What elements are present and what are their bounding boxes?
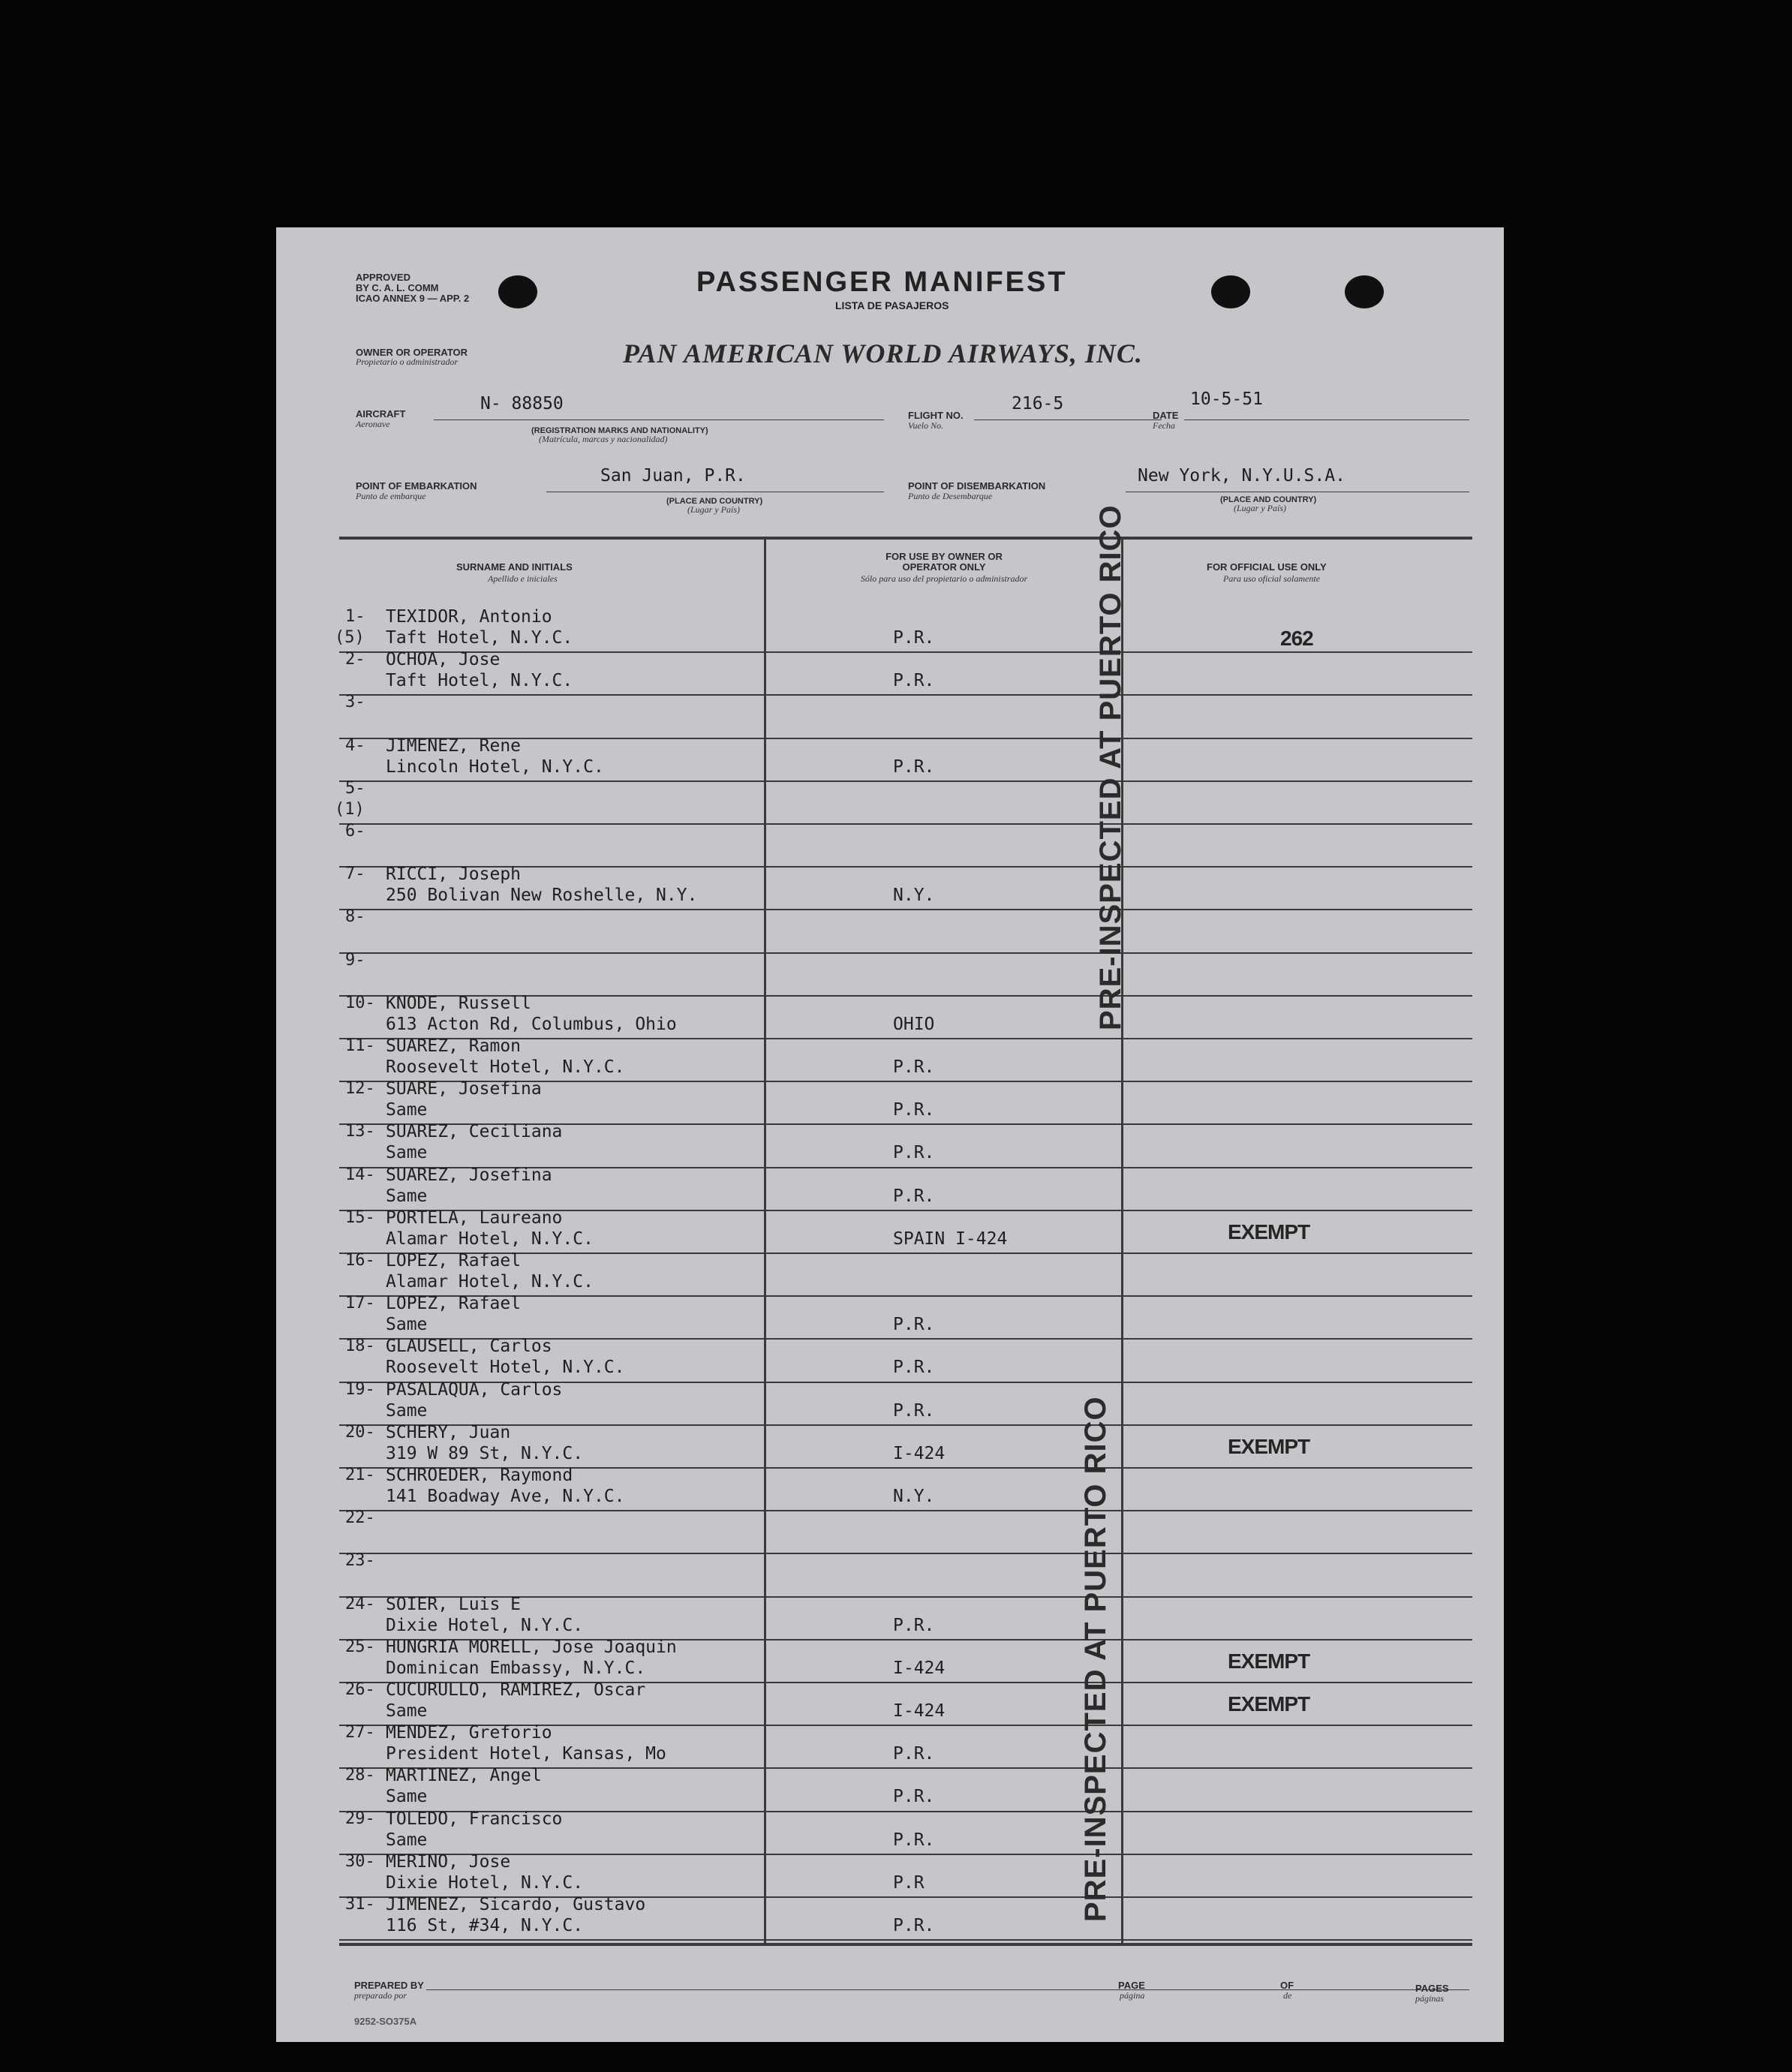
owner-entry: P.R. — [893, 756, 935, 777]
passenger-name: MENDEZ, Greforio — [386, 1723, 552, 1743]
owner-entry: P.R. — [893, 1615, 935, 1635]
col-header-owner: FOR USE BY OWNER OR OPERATOR ONLY — [885, 551, 1003, 573]
row-number: 25- — [345, 1637, 375, 1656]
passenger-address: 141 Boadway Ave, N.Y.C. — [386, 1487, 625, 1506]
passenger-name: SCHERY, Juan — [386, 1422, 511, 1442]
row-rule — [339, 694, 1472, 696]
passenger-address: Same — [386, 1315, 428, 1335]
row-number: 15- — [345, 1207, 375, 1227]
passenger-address: Taft Hotel, N.Y.C. — [386, 628, 573, 648]
footer-line — [426, 1989, 1469, 1990]
passenger-address: Same — [386, 1186, 428, 1206]
row-rule — [339, 780, 1472, 782]
owner-entry: P.R. — [893, 1143, 935, 1163]
passenger-address: Same — [386, 1830, 428, 1850]
punch-hole-right — [1345, 275, 1384, 308]
preinspected-stamp-bottom: PRE-INSPECTED AT PUERTO RICO — [1079, 1396, 1112, 1922]
passenger-address: Lincoln Hotel, N.Y.C. — [386, 756, 604, 777]
date-label-es: Fecha — [1153, 420, 1175, 431]
row-rule — [339, 1510, 1472, 1511]
passenger-address: President Hotel, Kansas, Mo — [386, 1744, 666, 1764]
passenger-address: Alamar Hotel, N.Y.C. — [386, 1272, 594, 1292]
owner-entry: P.R. — [893, 671, 935, 691]
passenger-address: Same — [386, 1787, 428, 1807]
row-number: 17- — [345, 1294, 375, 1313]
passenger-name: PASALAQUA, Carlos — [386, 1379, 563, 1400]
row-count-note: (1) — [335, 799, 365, 819]
passenger-address: 613 Acton Rd, Columbus, Ohio — [386, 1014, 677, 1034]
owner-entry: N.Y. — [893, 886, 935, 906]
passenger-name: SCHROEDER, Raymond — [386, 1466, 573, 1485]
owner-entry: P.R. — [893, 1315, 935, 1335]
aircraft-sub-es: (Matrícula, marcas y nacionalidad) — [539, 434, 668, 444]
passenger-name: MERINO, Jose — [386, 1851, 511, 1872]
row-number: 2- — [345, 650, 365, 669]
owner-entry: OHIO — [893, 1014, 935, 1034]
exempt-stamp: EXEMPT — [1228, 1649, 1310, 1673]
owner-entry: I-424 — [893, 1658, 946, 1678]
row-number: 9- — [345, 950, 365, 970]
row-number: 12- — [345, 1079, 375, 1099]
form-ref-line-1: APPROVED — [356, 272, 410, 283]
flight-label-es: Vuelo No. — [908, 420, 944, 431]
passenger-address: Dominican Embassy, N.Y.C. — [386, 1658, 646, 1678]
row-number: 22- — [345, 1508, 375, 1528]
passenger-address: Taft Hotel, N.Y.C. — [386, 671, 573, 691]
exempt-stamp: EXEMPT — [1228, 1692, 1310, 1716]
page-label: PAGE — [1118, 1980, 1145, 1991]
form-ref-line-2: BY C. A. L. COMM — [356, 282, 439, 293]
passenger-name: HUNGRIA MORELL, Jose Joaquin — [386, 1637, 677, 1657]
owner-entry: I-424 — [893, 1701, 946, 1721]
row-count-note: (5) — [335, 628, 365, 647]
page-subtitle: LISTA DE PASAJEROS — [835, 299, 949, 311]
passenger-address: 116 St, #34, N.Y.C. — [386, 1916, 584, 1935]
passenger-name: SUARE, Josefina — [386, 1079, 542, 1099]
col-divider-1 — [764, 540, 766, 1943]
passenger-address: Same — [386, 1701, 428, 1721]
row-number: 10- — [345, 993, 375, 1012]
row-number: 6- — [345, 822, 365, 841]
owner-label-es: Propietario o administrador — [356, 356, 459, 367]
row-rule — [339, 823, 1472, 825]
manifest-sheet — [276, 227, 1504, 2042]
row-number: 19- — [345, 1379, 375, 1399]
row-number: 23- — [345, 1551, 375, 1571]
page-label-es: página — [1120, 1990, 1145, 2001]
row-number: 20- — [345, 1422, 375, 1442]
exempt-stamp: EXEMPT — [1228, 1219, 1310, 1244]
owner-entry: P.R. — [893, 1787, 935, 1807]
row-number: 16- — [345, 1251, 375, 1270]
passenger-name: TOLEDO, Francisco — [386, 1809, 563, 1829]
owner-entry: P.R — [893, 1872, 925, 1893]
passenger-address: Roosevelt Hotel, N.Y.C. — [386, 1358, 625, 1378]
disembark-value: New York, N.Y.U.S.A. — [1138, 466, 1346, 486]
flight-value: 216-5 — [1012, 394, 1064, 413]
disembark-label: POINT OF DISEMBARKATION — [908, 480, 1046, 492]
row-number: 8- — [345, 907, 365, 927]
page-title: PASSENGER MANIFEST — [696, 266, 1068, 298]
embark-value: San Juan, P.R. — [600, 466, 746, 486]
of-label-es: de — [1283, 1990, 1292, 2001]
row-number: 31- — [345, 1895, 375, 1914]
passenger-name: MARTINEZ, Angel — [386, 1766, 542, 1786]
row-number: 13- — [345, 1122, 375, 1141]
row-number: 7- — [345, 865, 365, 884]
owner-label: OWNER OR OPERATOR — [356, 347, 468, 358]
owner-entry: N.Y. — [893, 1487, 935, 1506]
passenger-address: Roosevelt Hotel, N.Y.C. — [386, 1057, 625, 1077]
aircraft-value: N- 88850 — [480, 394, 564, 413]
row-number: 3- — [345, 693, 365, 712]
owner-entry: P.R. — [893, 1830, 935, 1850]
embark-label: POINT OF EMBARKATION — [356, 480, 477, 492]
row-number: 30- — [345, 1851, 375, 1871]
passenger-address: Same — [386, 1100, 428, 1120]
passenger-name: JIMENEZ, Rene — [386, 735, 522, 756]
owner-entry: P.R. — [893, 1916, 935, 1935]
col-header-official: FOR OFFICIAL USE ONLY — [1207, 561, 1327, 573]
row-number: 11- — [345, 1036, 375, 1055]
owner-entry: P.R. — [893, 1100, 935, 1120]
passenger-name: GLAUSELL, Carlos — [386, 1337, 552, 1357]
aircraft-label: AIRCRAFT — [356, 408, 406, 420]
col-header-owner-es: Sólo para uso del propietario o administrador — [860, 573, 1028, 584]
embark-label-es: Punto de embarque — [356, 491, 426, 501]
disembark-place-sub: (PLACE AND COUNTRY) — [1220, 495, 1317, 504]
preinspected-stamp-top: PRE-INSPECTED AT PUERTO RICO — [1094, 504, 1127, 1030]
aircraft-sub: (REGISTRATION MARKS AND NATIONALITY) — [531, 426, 708, 435]
passenger-name: OCHOA, Jose — [386, 650, 501, 670]
passenger-name: SUAREZ, Ceciliana — [386, 1122, 563, 1142]
passenger-address: Dixie Hotel, N.Y.C. — [386, 1615, 584, 1635]
owner-entry: P.R. — [893, 1400, 935, 1421]
row-rule — [339, 909, 1472, 910]
exempt-stamp: EXEMPT — [1228, 1434, 1310, 1458]
official-entry: 262 — [1280, 627, 1313, 650]
row-number: 28- — [345, 1766, 375, 1785]
owner-value: PAN AMERICAN WORLD AIRWAYS, INC. — [623, 338, 1143, 368]
owner-entry: P.R. — [893, 1057, 935, 1077]
passenger-address: Same — [386, 1143, 428, 1163]
owner-entry: SPAIN I-424 — [893, 1228, 1008, 1249]
passenger-name: JIMENEZ, Sicardo, Gustavo — [386, 1895, 646, 1914]
row-number: 29- — [345, 1809, 375, 1828]
pages-label: PAGES — [1415, 1983, 1449, 1994]
col-header-official-es: Para uso oficial solamente — [1223, 573, 1320, 584]
owner-entry: P.R. — [893, 1358, 935, 1378]
date-label: DATE — [1153, 410, 1179, 421]
flight-label: FLIGHT NO. — [908, 410, 964, 421]
punch-hole-left — [498, 275, 537, 308]
pages-label-es: páginas — [1415, 1993, 1445, 2004]
owner-entry: I-424 — [893, 1443, 946, 1463]
passenger-name: SOIER, Luis E — [386, 1594, 522, 1614]
aircraft-label-es: Aeronave — [356, 419, 390, 429]
passenger-name: KNODE, Russell — [386, 993, 531, 1013]
row-rule — [339, 1939, 1472, 1941]
passenger-name: LOPEZ, Rafael — [386, 1294, 522, 1314]
row-number: 18- — [345, 1337, 375, 1356]
owner-entry: P.R. — [893, 1744, 935, 1764]
row-number: 4- — [345, 735, 365, 755]
passenger-name: TEXIDOR, Antonio — [386, 607, 552, 627]
row-number: 27- — [345, 1723, 375, 1743]
of-label: OF — [1280, 1980, 1294, 1991]
form-reference — [356, 272, 469, 304]
row-rule — [339, 952, 1472, 954]
passenger-address: 250 Bolivan New Roshelle, N.Y. — [386, 886, 698, 906]
row-rule — [339, 651, 1472, 653]
passenger-name: LOPEZ, Rafael — [386, 1251, 522, 1271]
passenger-name: PORTELA, Laureano — [386, 1207, 563, 1228]
passenger-name: SUAREZ, Ramon — [386, 1036, 522, 1056]
prepared-label: PREPARED BY — [354, 1980, 424, 1991]
col-header-surname-es: Apellido e iniciales — [488, 573, 558, 584]
passenger-address: Alamar Hotel, N.Y.C. — [386, 1228, 594, 1249]
row-number: 26- — [345, 1680, 375, 1699]
passenger-name: SUAREZ, Josefina — [386, 1165, 552, 1185]
passenger-name: CUCURULLO, RAMIREZ, Oscar — [386, 1680, 646, 1700]
row-number: 14- — [345, 1165, 375, 1184]
row-number: 5- — [345, 778, 365, 798]
row-number: 1- — [345, 607, 365, 626]
punch-hole-center — [1211, 275, 1250, 308]
owner-entry: P.R. — [893, 1186, 935, 1206]
embark-place-sub: (PLACE AND COUNTRY) — [666, 497, 763, 506]
passenger-name: RICCI, Joseph — [386, 865, 522, 885]
date-value: 10-5-51 — [1190, 389, 1263, 409]
row-number: 24- — [345, 1594, 375, 1613]
col-header-surname: SURNAME AND INITIALS — [456, 561, 573, 573]
form-code: 9252-SO375A — [354, 2016, 417, 2027]
form-ref-line-3: ICAO ANNEX 9 — APP. 2 — [356, 293, 470, 304]
owner-entry: P.R. — [893, 628, 935, 648]
passenger-address: Same — [386, 1400, 428, 1421]
table-top-rule — [339, 537, 1472, 540]
disembark-label-es: Punto de Desembarque — [908, 491, 993, 501]
passenger-address: 319 W 89 St, N.Y.C. — [386, 1443, 584, 1463]
row-number: 21- — [345, 1466, 375, 1484]
disembark-place-sub-es: (Lugar y País) — [1234, 503, 1286, 513]
table-bottom-rule — [339, 1943, 1472, 1946]
prepared-label-es: preparado por — [354, 1990, 407, 2001]
row-rule — [339, 1553, 1472, 1554]
passenger-address: Dixie Hotel, N.Y.C. — [386, 1872, 584, 1893]
embark-place-sub-es: (Lugar y País) — [687, 504, 740, 515]
